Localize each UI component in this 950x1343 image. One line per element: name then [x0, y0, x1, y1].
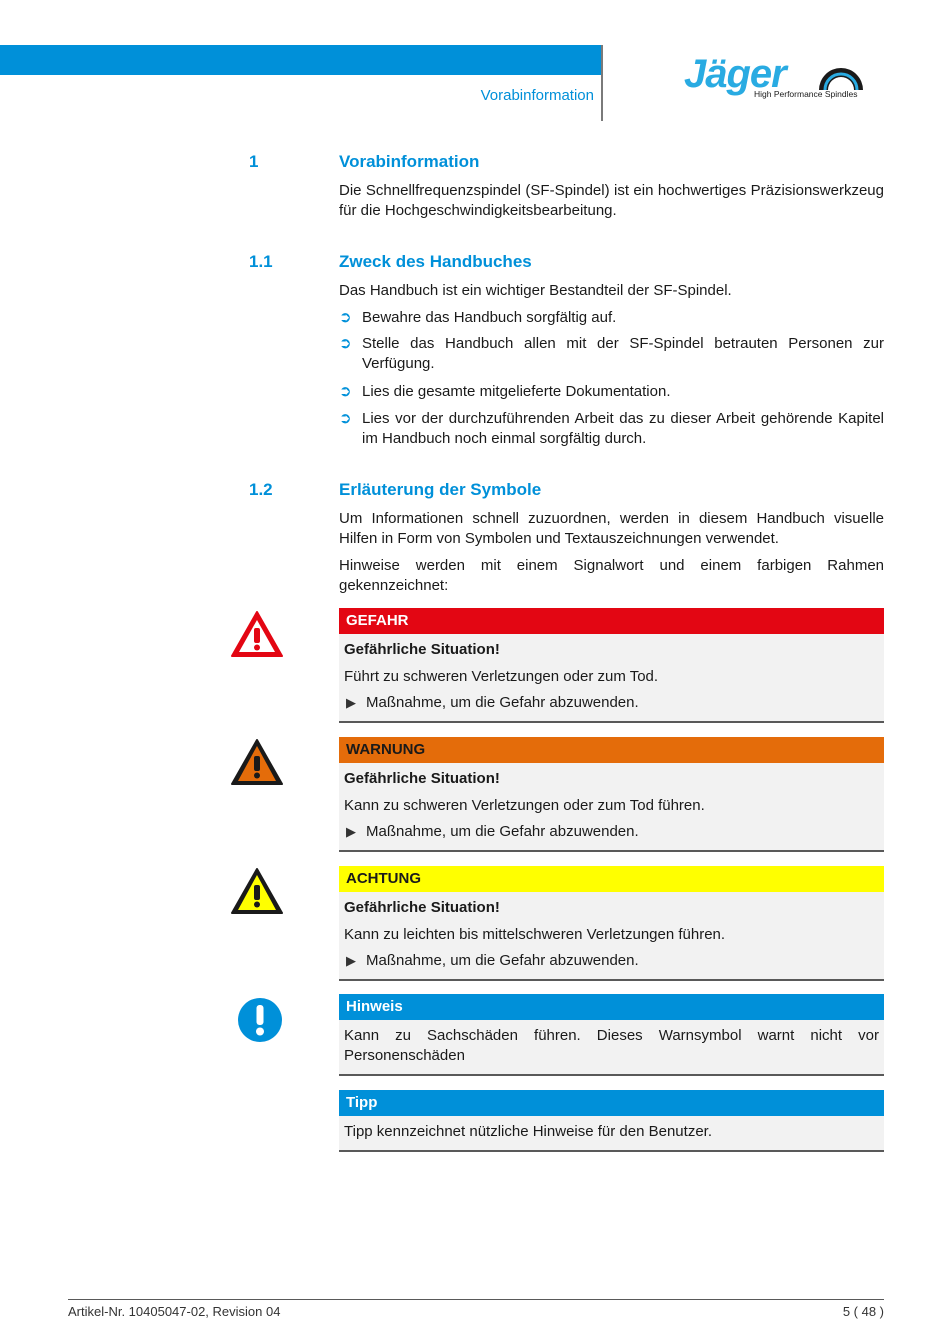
- notice-measure-text: Maßnahme, um die Gefahr abzuwenden.: [366, 952, 639, 969]
- danger-triangle-icon: [230, 610, 284, 658]
- signal-word: GEFAHR: [339, 608, 884, 634]
- notice-consequence: Kann zu leichten bis mittelschweren Verletzungen führen.: [344, 926, 726, 943]
- paragraph: Hinweise werden mit einem Signalwort und einem farbigen Rahmen gekennzeichnet:: [339, 557, 884, 594]
- footer-page-number: 5 ( 48 ): [842, 1304, 884, 1319]
- signal-word: ACHTUNG: [339, 866, 884, 892]
- section-heading: Erläuterung der Symbole: [339, 480, 542, 499]
- list-item-text: Stelle das Handbuch allen mit der SF-Spindel betrauten Personen zur Verfügung.: [362, 335, 884, 372]
- header-section-title: Vorabinformation: [480, 87, 594, 104]
- notice-consequence: Führt zu schweren Verletzungen oder zum Tod.: [344, 668, 659, 685]
- notice-situation: Gefährliche Situation!: [344, 899, 500, 916]
- paragraph: Das Handbuch ist ein wichtiger Bestandteil der SF-Spindel.: [339, 282, 732, 299]
- logo-spindle-icon: [816, 62, 866, 92]
- section-number: 1.1: [249, 252, 273, 271]
- notice-measure: [344, 693, 879, 713]
- list-item-text: Lies die gesamte mitgelieferte Dokumentation.: [362, 383, 671, 400]
- list-item-text: Lies vor der durchzuführenden Arbeit das zu dieser Arbeit gehörende Kapitel im Handbuch noch einmal sorgfältig durch.: [362, 410, 884, 447]
- footer-article-number: Artikel-Nr. 10405047-02, Revision 04: [68, 1304, 281, 1319]
- notice-situation: Gefährliche Situation!: [344, 770, 500, 787]
- notice-situation: Gefährliche Situation!: [344, 641, 500, 658]
- arrow-icon: ➲: [339, 383, 352, 400]
- caution-triangle-icon: [230, 867, 284, 915]
- header-divider: [601, 45, 603, 121]
- signal-word: WARNUNG: [339, 737, 884, 763]
- notice-text: Kann zu Sachschäden führen. Dieses Warnsymbol warnt nicht vor Personenschäden: [344, 1027, 879, 1064]
- section-number: 1.2: [249, 480, 273, 499]
- signal-word: Tipp: [339, 1090, 884, 1116]
- arrow-icon: ➲: [339, 309, 352, 326]
- triangle-right-icon: ▶: [346, 824, 356, 839]
- list-item: [339, 334, 884, 374]
- signal-word: Hinweis: [339, 994, 884, 1020]
- logo-wordmark: Jäger: [684, 52, 786, 96]
- list-item: [339, 382, 884, 402]
- notice-caution: [339, 866, 884, 981]
- list-item: [339, 308, 884, 328]
- arrow-icon: ➲: [339, 410, 352, 427]
- notice-hint: [339, 994, 884, 1076]
- notice-tip: [339, 1090, 884, 1152]
- notice-warning: [339, 737, 884, 852]
- notice-measure: [344, 951, 879, 971]
- jaeger-logo: [684, 52, 868, 102]
- footer-divider: [68, 1299, 884, 1300]
- paragraph: Um Informationen schnell zuzuordnen, werden in diesem Handbuch visuelle Hilfen in Form von Symbolen und Textauszeichnungen verwendet.: [339, 510, 884, 547]
- triangle-right-icon: ▶: [346, 695, 356, 710]
- info-exclamation-icon: [237, 997, 283, 1043]
- header-bar: [0, 45, 603, 75]
- notice-danger: [339, 608, 884, 723]
- warning-triangle-icon: [230, 738, 284, 786]
- notice-text: Tipp kennzeichnet nützliche Hinweise für den Benutzer.: [344, 1123, 712, 1140]
- list-item: [339, 409, 884, 449]
- logo-tagline: High Performance Spindles: [754, 89, 858, 99]
- section-number: 1: [249, 152, 259, 171]
- notice-measure: [344, 822, 879, 842]
- triangle-right-icon: ▶: [346, 953, 356, 968]
- section-heading: Vorabinformation: [339, 152, 480, 171]
- notice-measure-text: Maßnahme, um die Gefahr abzuwenden.: [366, 694, 639, 711]
- notice-measure-text: Maßnahme, um die Gefahr abzuwenden.: [366, 823, 639, 840]
- arrow-icon: ➲: [339, 335, 352, 352]
- paragraph: Die Schnellfrequenzspindel (SF-Spindel) ist ein hochwertiges Präzisionswerkzeug für die Hochgeschwindigkeitsbearbeitung.: [339, 182, 884, 219]
- list-item-text: Bewahre das Handbuch sorgfältig auf.: [362, 309, 617, 326]
- notice-consequence: Kann zu schweren Verletzungen oder zum Tod führen.: [344, 797, 705, 814]
- section-heading: Zweck des Handbuches: [339, 252, 532, 271]
